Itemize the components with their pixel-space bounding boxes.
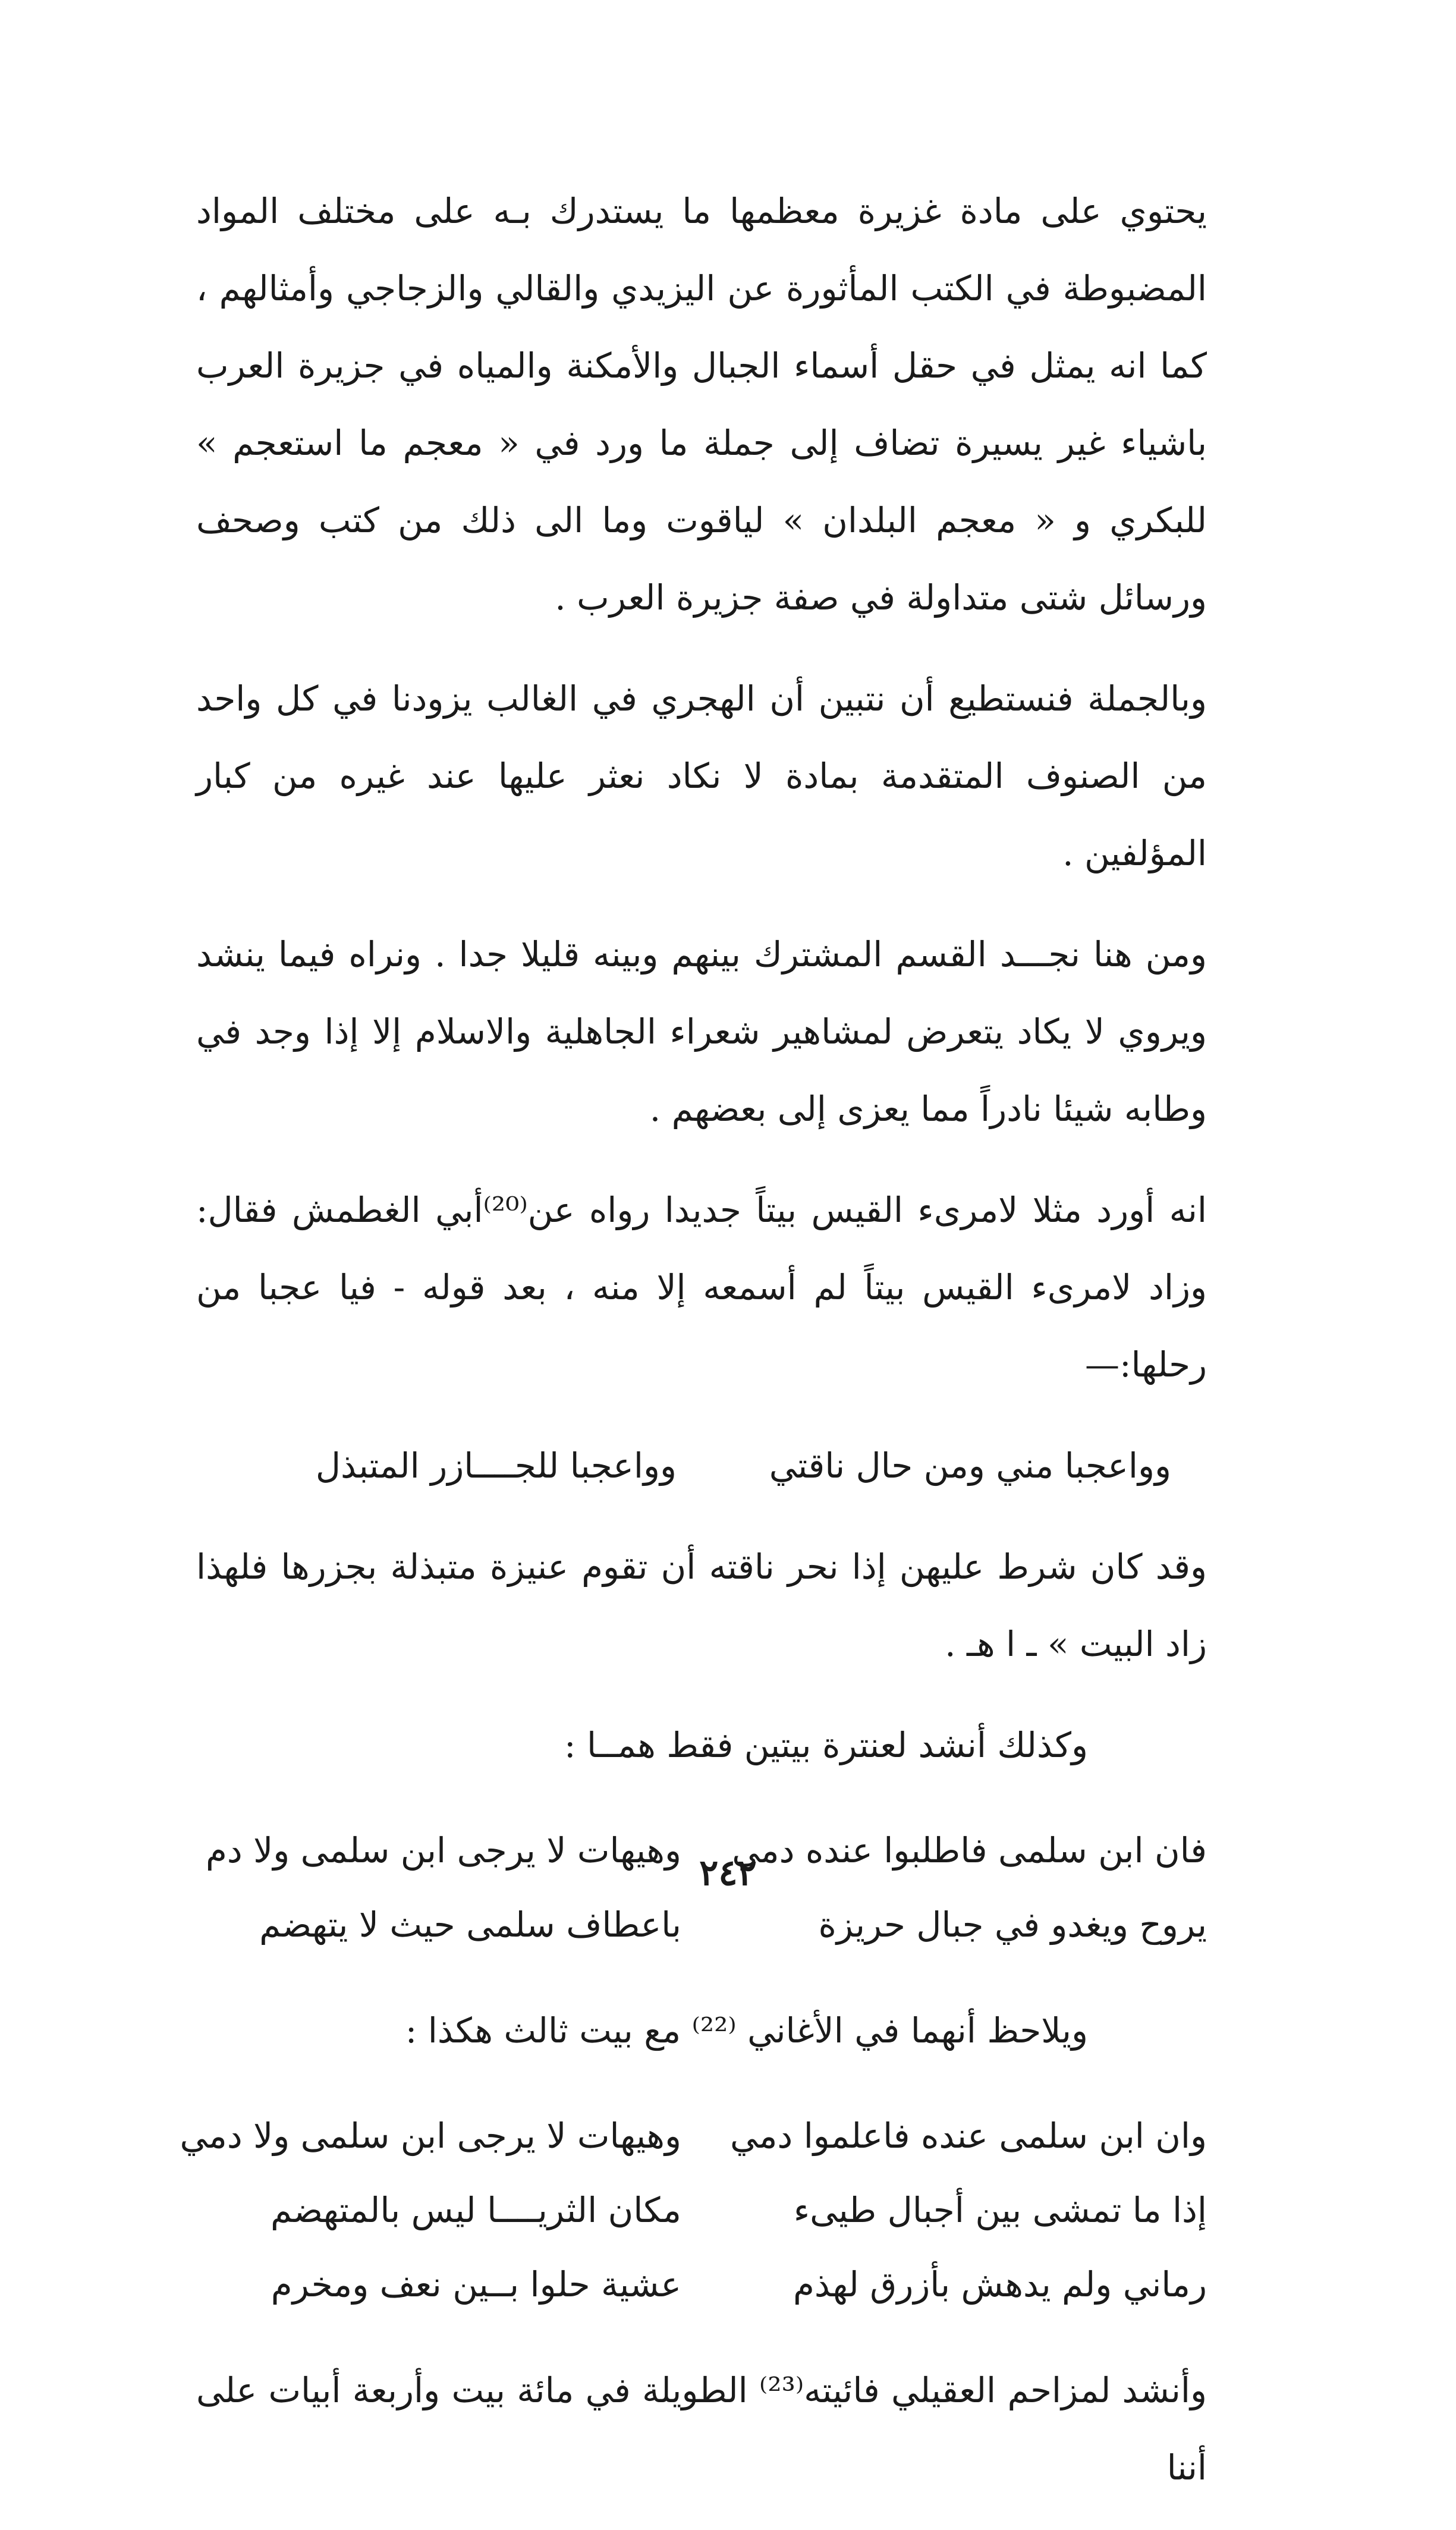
verse-hemistich-first: يروح ويغدو في جبال حريزة bbox=[818, 1904, 1207, 1945]
verse-hemistich-second: مكان الثريــــا ليس بالمتهضم bbox=[270, 2190, 681, 2230]
verse-row bbox=[196, 2173, 1207, 2248]
verse-row bbox=[180, 2099, 1207, 2173]
paragraph-6: وأنشد لمزاحم العقيلي فائيته⁽²³⁾ الطويلة في مائة بيت وأربعة أبيات على أننا bbox=[196, 2370, 1207, 2488]
verse-hemistich-second: وواعجبا للجــــازر المتبذل bbox=[315, 1445, 677, 1486]
aghani-verses bbox=[180, 2099, 1207, 2322]
verse-row bbox=[196, 2248, 1207, 2322]
paragraph-3: ومن هنا نجـــد القسم المشترك بينهم وبينه قليلا جدا . ونراه فيما ينشد ويروي لا يكاد يتعرض لمشاهير شعراء الجاهلية والاسلام إلا إذا وجد في وطابه شيئا نادراً مما يعزى إلى بعضهم . bbox=[196, 934, 1207, 1129]
verse-hemistich-first: وان ابن سلمى عنده فاعلموا دمي bbox=[730, 2116, 1207, 2156]
verse-hemistich-second: وهيهات لا يرجى ابن سلمى ولا دمي bbox=[180, 2116, 681, 2156]
paragraph-2: وبالجملة فنستطيع أن نتبين أن الهجري في الغالب يزودنا في كل واحد من الصنوف المتقدمة بمادة لا نكاد نعثر عليها عند غيره من كبار المؤلفين . bbox=[196, 678, 1207, 873]
verse-hemistich-first: فان ابن سلمى فاطلبوا عنده دمي bbox=[732, 1830, 1207, 1871]
verse-hemistich-first: رماني ولم يدهش بأزرق لهذم bbox=[793, 2264, 1207, 2305]
intro-aghani: ويلاحظ أنهما في الأغاني ⁽²²⁾ مع بيت ثالث هكذا : bbox=[405, 2010, 1088, 2051]
paragraph-4: انه أورد مثلا لامرىء القيس بيتاً جديدا رواه عن⁽²⁰⁾أبي الغطمش فقال: وزاد لامرىء القيس بيتاً لم أسمعه إلا منه ، بعد قوله - فيا عجبا من رحلها:— bbox=[196, 1190, 1207, 1385]
paragraph-1: يحتوي على مادة غزيرة معظمها ما يستدرك بـه على مختلف المواد المضبوطة في الكتب المأثورة عن اليزيدي والقالي والزجاجي وأمثالهم ، كما انه يمثل في حقل أسماء الجبال والأمكنة والمياه في جزيرة العرب باشياء غير يسيرة تضاف إلى جملة ما ورد في « معجم ما استعجم » للبكري و « معجم البلدان » لياقوت وما الى ذلك من كتب وصحف ورسائل شتى متداولة في صفة جزيرة العرب . bbox=[196, 191, 1207, 618]
paragraph-5: وقد كان شرط عليهن إذا نحر ناقته أن تقوم عنيزة متبذلة بجزرها فلهذا زاد البيت » ـ ا هـ . bbox=[196, 1547, 1207, 1664]
verse-hemistich-second: عشية حلوا بــين نعف ومخرم bbox=[271, 2264, 681, 2305]
verse-imru-al-qais bbox=[196, 1427, 1207, 1504]
verse-hemistich-first: وواعجبا مني ومن حال ناقتي bbox=[769, 1445, 1171, 1486]
verse-hemistich-first: إذا ما تمشى بين أجبال طيىء bbox=[793, 2190, 1207, 2230]
verse-row bbox=[196, 1888, 1207, 1962]
verse-hemistich-second: وهيهات لا يرجى ابن سلمى ولا دم bbox=[205, 1830, 681, 1871]
page-number: ٢٤٢ bbox=[699, 1852, 757, 1894]
page-body bbox=[180, 172, 1207, 2530]
verse-hemistich-second: باعطاف سلمى حيث لا يتهضم bbox=[259, 1904, 681, 1945]
intro-antara: وكذلك أنشد لعنترة بيتين فقط همــا : bbox=[564, 1725, 1088, 1765]
